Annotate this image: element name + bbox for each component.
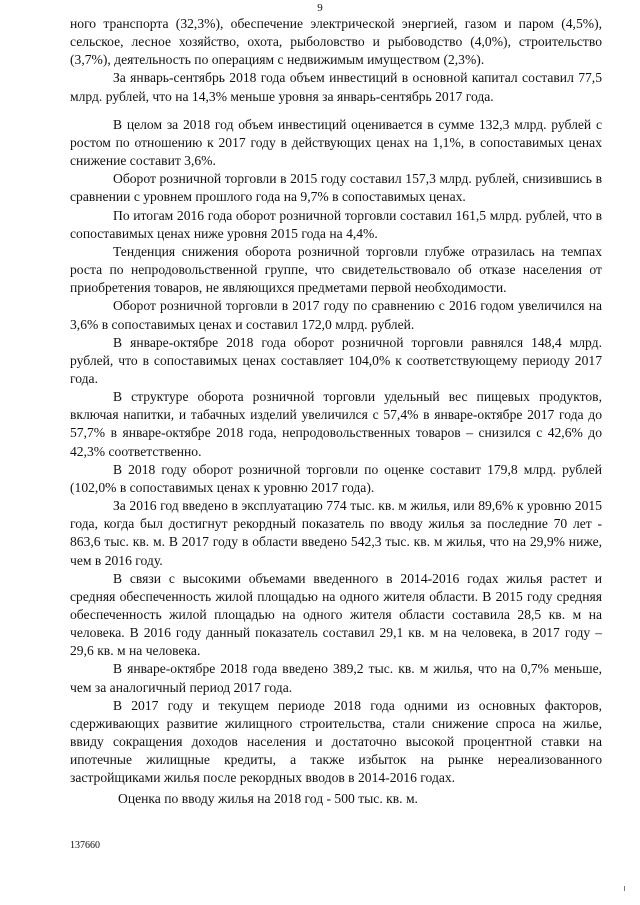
scan-edge-mark — [624, 886, 625, 891]
paragraph-retail-2017: Оборот розничной торговли в 2017 году по сравнению с 2016 годом увеличился на 3,6% в сопоставимых ценах и составил 172,0 млрд. рублей. — [70, 298, 602, 332]
paragraph-housing-2016-2017: За 2016 год введено в эксплуатацию 774 тыс. кв. м жилья, или 89,6% к уровню 2015 года, когда был достигнут рекордный показатель по вводу жилья за последние 70 лет - 863,6 тыс. кв. м. В 2017 году в области введено 542,3 тыс. кв. м жилья, что на 29,9% ниже, чем в 2016 году. — [70, 498, 602, 568]
paragraph-housing-jan-oct-2018: В январе-октябре 2018 года введено 389,2 тыс. кв. м жилья, что на 0,7% меньше, чем за аналогичный период 2017 года. — [70, 661, 602, 695]
paragraph-retail-2015: Оборот розничной торговли в 2015 году составил 157,3 млрд. рублей, снизившись в сравнении с уровнем прошлого года на 9,7% в сопоставимых ценах. — [70, 171, 602, 205]
paragraph-investment-jan-sep: За январь-сентябрь 2018 года объем инвестиций в основной капитал составил 77,5 млрд. рублей, что на 14,3% меньше уровня за январь-сентябрь 2017 года. — [70, 70, 602, 104]
paragraph-retail-jan-oct-2018: В январе-октябре 2018 года оборот розничной торговли равнялся 148,4 млрд. рублей, что в сопоставимых ценах составляет 104,0% к соответствующему периоду 2017 года. — [70, 334, 602, 386]
paragraph-housing-per-capita: В связи с высокими объемами введенного в 2014-2016 годах жилья растет и средняя обеспеченность жилой площадью на одного жителя области. В 2015 году средняя обеспеченность жилой площадью на одного жителя области составила 28,5 кв. м на человека. В 2016 году данный показатель составил 29,1 кв. м на человека, в 2017 году – 29,6 кв. м на человека. — [70, 570, 602, 659]
paragraph-housing-factors: В 2017 году и текущем периоде 2018 года одними из основных факторов, сдерживающих развитие жилищного строительства, стали снижение спроса на жилье, ввиду сокращения доходов населения и достаточно высокой процентной ставки на ипотечные жилищные кредиты, а также избыток на рынке нереализованного застройщиками жилья после рекордных вводов в 2014-2016 годах. — [70, 697, 602, 786]
paragraph-housing-2018-estimate: Оценка по вводу жилья на 2018 год - 500 тыс. кв. м. — [118, 790, 418, 806]
paragraph-retail-2018-estimate: В 2018 году оборот розничной торговли по оценке составит 179,8 млрд. рублей (102,0% в сопоставимых ценах к уровню 2017 года). — [70, 461, 602, 495]
paragraph-retail-structure: В структуре оборота розничной торговли удельный вес пищевых продуктов, включая напитки, и табачных изделий увеличился с 57,4% в январе-октябре 2017 года до 57,7% в январе-октябре 2018 года, непродовольственных товаров – снизился с 42,6% до 42,3% соответственно. — [70, 389, 602, 459]
paragraph-retail-2016: По итогам 2016 года оборот розничной торговли составил 161,5 млрд. рублей, что в сопоставимых ценах ниже уровня 2015 года на 4,4%. — [70, 207, 602, 241]
paragraph-investment-2018-estimate: В целом за 2018 год объем инвестиций оценивается в сумме 132,3 млрд. рублей с ростом по отношению к 2017 году в действующих ценах на 1,1%, в сопоставимых ценах снижение составит 3,6%. — [70, 116, 602, 169]
paragraph-transport-structure: ного транспорта (32,3%), обеспечение электрической энергией, газом и паром (4,5%), сельское, лесное хозяйство, охота, рыболовство и рыбоводство (4,0%), строительство (3,7%), деятельность по операциям с недвижимым имуществом (2,3%). — [70, 16, 602, 68]
document-body — [70, 15, 602, 808]
paragraph-retail-trend: Тенденция снижения оборота розничной торговли глубже отразилась на темпах роста по непродовольственной группе, что свидетельствовало об отказе населения от приобретения товаров, не являющихся предметами первой необходимости. — [70, 243, 602, 296]
page-number: 9 — [317, 2, 323, 14]
document-code: 137660 — [70, 840, 100, 851]
